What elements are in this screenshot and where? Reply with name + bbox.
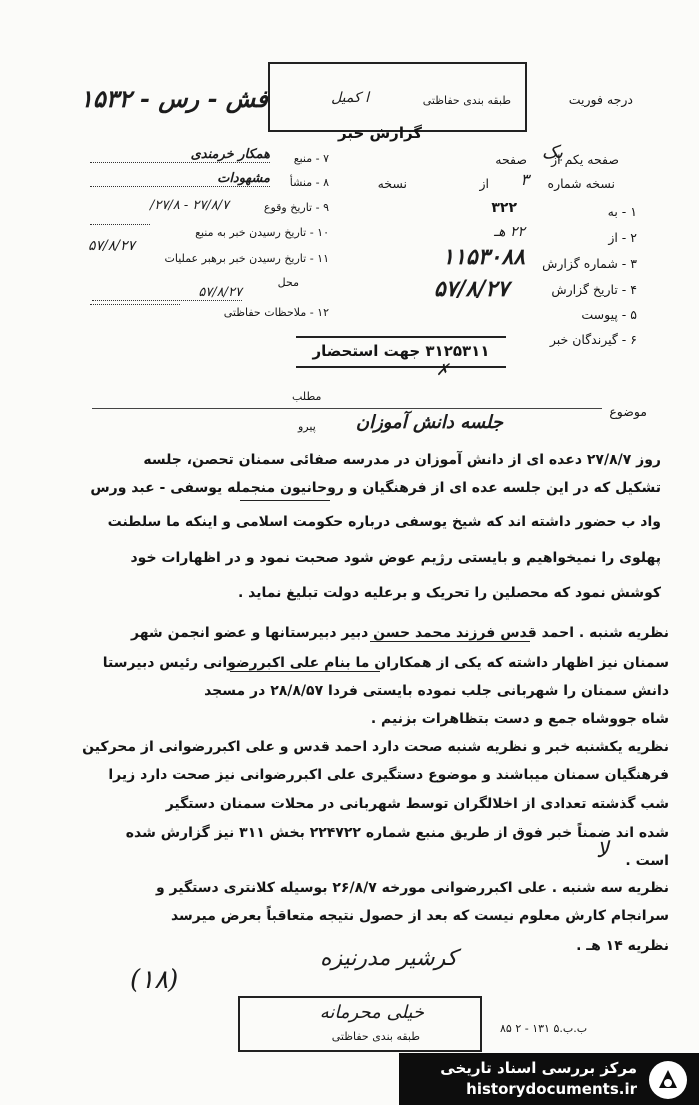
recipients-label: ۶ - گیرندگان خبر [549, 332, 637, 347]
body-line: فرهنگیان سمنان میباشند و موضوع دستگیری علی اکبررضوانی نیز صحت دارد زیرا [108, 767, 669, 783]
footer-stamp-label: طبقه بندی حفاظتی [331, 1030, 420, 1043]
field-source-value: همکار خرمندی [90, 147, 270, 163]
field-origin-label: ۸ - منشأ [289, 176, 329, 189]
watermark-banner [399, 1053, 699, 1105]
urgency-label: درجه فوریت [568, 92, 633, 107]
handwritten-la: لا [596, 838, 609, 863]
body-line: نظریه شنبه . احمد قدس فرزند محمد حسن دبیر دبیرستانها و عضو انجمن شهر [130, 625, 669, 641]
body-line: واد ب حضور داشته اند که شیخ یوسفی درباره حکومت اسلامی و اینکه ما سلطنت [107, 514, 661, 530]
handwritten-file-code: فش - رس - ۱۵۳۲ [80, 84, 268, 113]
field-source-label: ۷ - منبع [293, 152, 329, 165]
body-line: پهلوی را نمیخواهیم و بایستی رژیم عوض شود صحبت نمود و در اظهارات خود [130, 550, 661, 566]
name-underline [230, 671, 380, 672]
field-received-leader-label: ۱۱ - تاریخ رسیدن خبر برهبر عملیات [164, 252, 329, 265]
to-value: ۳۲۲ [491, 200, 517, 216]
name-underline [370, 641, 530, 642]
body-line: روز ۲۷/۸/۷ دعده ای از دانش آموزان در مدرسه صفائی سمنان تحصن، جلسه [143, 452, 661, 468]
copy-of-label: از [479, 176, 489, 191]
field-remarks-value [90, 304, 180, 305]
report-number-label: ۳ - شماره گزارش [542, 256, 637, 271]
page-label: صفحه یکم از [551, 152, 619, 167]
field-origin-value: مشهودات [90, 171, 270, 187]
subject-value: جلسه دانش آموزان [355, 412, 503, 433]
field-occurrence-date-value: ۲۷/۸/۷ - ۲۷/۸/ [150, 198, 230, 213]
body-line: نظریه یکشنبه خبر و نظریه شنبه صحت دارد احمد قدس و علی اکبررضوانی از محرکین [82, 739, 669, 755]
field-place-value: ۵۷/۸/۲۷ [92, 285, 242, 301]
page-mid-label: صفحه [495, 152, 527, 167]
body-line: کوشش نمود که محصلین را تحریک و برعلیه دولت تبلیغ نماید . [237, 585, 661, 601]
copy-number-value: ۳ [520, 170, 529, 189]
field-received-leader-value: ۵۷/۸/۲۷ [88, 238, 136, 254]
subject-label: موضوع [609, 404, 647, 419]
watermark-title: مرکز بررسی اسناد تاریخی [440, 1059, 637, 1077]
body-line: شب گذشته تعدادی از اخلالگران توسط شهربانی در محلات سمنان دستگیر [165, 796, 669, 812]
handwritten-number: (۱۸) [130, 965, 179, 995]
body-line: تشکیل که در این جلسه عده ای از فرهنگیان و روحانیون منجمله یوسفی - عبد ورس [90, 480, 661, 496]
from-label: ۲ - از [608, 230, 637, 245]
to-label: ۱ - به [607, 204, 637, 219]
field-received-source-label: ۱۰ - تاریخ رسیدن خبر به منبع [195, 226, 329, 239]
archive-note: ۳۱۲۵۳۱۱ جهت استحضار [296, 336, 506, 368]
subject-side-bottom: پیرو [298, 420, 316, 433]
report-date-value: ۵۷/۸/۲۷ [433, 276, 509, 302]
subject-side-top: مطلب [292, 390, 322, 403]
archive-logo-icon [649, 1061, 687, 1099]
report-date-label: ۴ - تاریخ گزارش [551, 282, 637, 297]
attachment-label: ۵ - پیوست [581, 307, 637, 322]
report-title: گزارش خبر [338, 124, 423, 142]
subject-divider [92, 408, 602, 409]
signature: کرشیر مدرنیزه [320, 946, 458, 971]
copy-tail-label: نسخه [377, 176, 407, 191]
field-remarks-label: ۱۲ - ملاحظات حفاظتی [223, 306, 329, 319]
page-value: یک [541, 142, 563, 163]
body-line: شاه جووشاه جمع و دست بتظاهرات بزنیم . [370, 711, 669, 727]
from-value: ۲۲ هـ [494, 224, 525, 240]
watermark-url[interactable]: historydocuments.ir [466, 1080, 637, 1098]
body-line: سرانجام کارش معلوم نیست که بعد از حصول نتیجه متعاقباً بعرض میرسد [170, 908, 669, 924]
field-occurrence-date-label: ۹ - تاریخ وقوع [263, 201, 329, 214]
body-line: نظریه سه شنبه . علی اکبررضوانی مورخه ۲۶/۸/۷ بوسیله کلانتری دستگیر و [155, 880, 669, 896]
footer-stamp-handwritten: خیلی محرمانه [319, 1002, 424, 1023]
classification-label: طبقه بندی حفاظتی [422, 94, 511, 107]
body-line: سمنان نیز اظهار داشته که یکی از همکاران ما بنام علی اکبررضوانی رئیس دبیرستا [102, 655, 669, 671]
classification-mini-note: ا کمیل [331, 90, 369, 106]
field-place-label: محل [277, 276, 299, 289]
classification-stamp-top [268, 62, 527, 132]
report-number-value: ۱۱۵۳۰۸۸ [442, 244, 525, 270]
body-line: است . [625, 853, 669, 869]
copy-number-label: نسخه شماره [547, 176, 615, 191]
body-line: دانش سمنان را شهربانی جلب نموده بایستی فردا ۲۸/۸/۵۷ در مسجد [204, 683, 669, 699]
checkmark-scribble: ✗ [436, 360, 450, 379]
field-received-source-value [90, 224, 150, 225]
body-line: شده اند ضمناً خبر فوق از طریق منبع شماره ۲۲۴۷۲۲ بخش ۳۱۱ نیز گزارش شده [125, 825, 669, 841]
bottom-right-note: ب.ب.۵ ۱۳۱ - ۲ ۸۵ [500, 1022, 588, 1035]
name-underline [240, 500, 330, 501]
classification-stamp-bottom [238, 996, 482, 1052]
body-line: نظریه ۱۴ هـ . [576, 938, 669, 954]
